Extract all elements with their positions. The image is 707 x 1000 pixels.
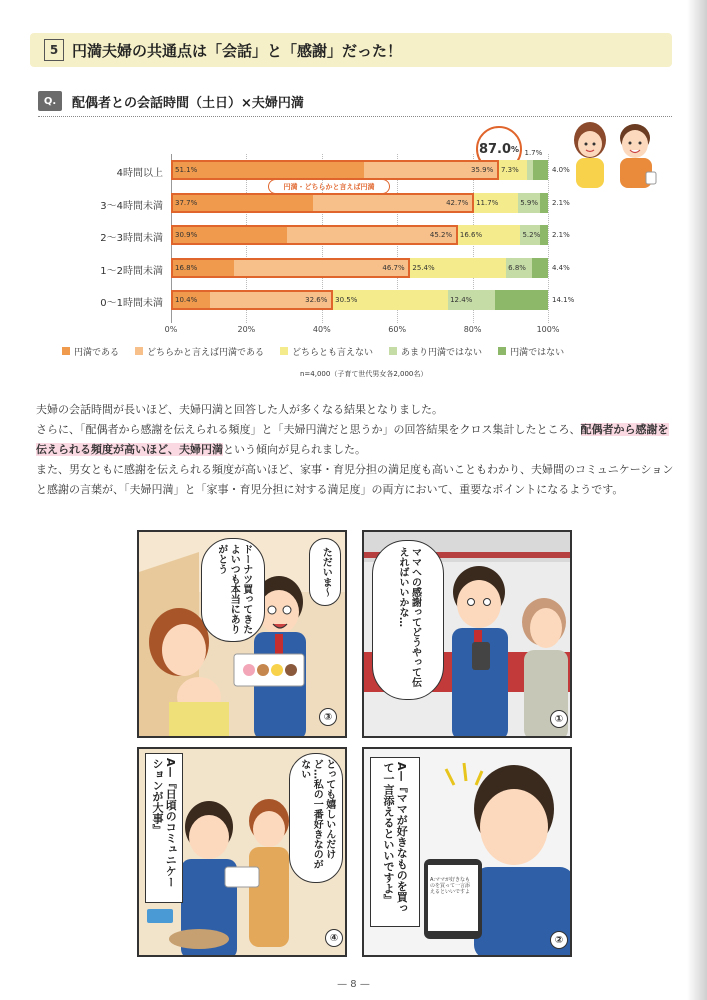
legend-item (280, 345, 373, 358)
category-label: 4時間以上 (116, 168, 163, 179)
data-label: 16.8% (175, 263, 198, 272)
paragraph-2-highlight: 配偶者から感謝を伝えられる頻度が高いほど、夫婦円満 (36, 423, 669, 456)
data-label: 30.5% (335, 296, 358, 304)
page-number: — 8 — (337, 979, 370, 990)
comic-panel-1 (362, 530, 572, 738)
paragraph-2 (36, 420, 676, 460)
data-label: 5.9% (520, 198, 538, 207)
legend-label: どちらかと言えば円満である (147, 347, 265, 358)
legend-label: 円満である (74, 347, 120, 358)
data-label: 30.9% (175, 231, 198, 239)
data-label: 7.3% (500, 166, 519, 174)
panel-number-2: ② (550, 931, 568, 949)
x-tick-label: 100% (536, 324, 560, 334)
legend-swatch (135, 347, 143, 355)
comic-panel-2 (362, 747, 572, 957)
data-label: 1.7% (524, 149, 543, 157)
bar-segment (533, 160, 548, 180)
question-title: 配偶者との会話時間（土日）×夫婦円満 (72, 95, 304, 111)
phone-screen-text: A:ママが好きなものを買って一言添えるといいですよ (430, 877, 471, 895)
bar-segment (540, 193, 548, 213)
data-label: 32.6% (305, 296, 328, 304)
data-label: 42.7% (446, 198, 469, 207)
data-label: 10.4% (175, 296, 198, 304)
category-label: 3〜4時間未満 (100, 200, 163, 212)
data-label: 37.7% (175, 198, 198, 207)
comic-text-question: ママへの感謝ってどうやって伝えればいいかな… (397, 547, 421, 687)
x-tick-label: 80% (463, 324, 482, 334)
bar-segment (495, 290, 548, 310)
bar-segment (532, 258, 549, 278)
sample-note: n=4,000（子育て世代男女各2,000名） (300, 369, 428, 378)
legend-swatch (498, 347, 506, 355)
section-number: 5 (44, 39, 64, 61)
data-label: 46.7% (382, 263, 405, 272)
question-badge: Q. (38, 91, 62, 111)
callout-label: 円満・どちらかと言えば円満 (268, 179, 390, 194)
satisfied-outline (171, 290, 333, 310)
highlight-value: 87.0 (478, 141, 512, 157)
data-label: 14.1% (552, 296, 575, 304)
data-label: 2.1% (552, 198, 570, 207)
legend-label: 円満ではない (510, 347, 565, 358)
panel-number-4: ④ (325, 929, 343, 947)
data-label: 11.7% (476, 198, 499, 207)
data-label: 2.1% (552, 231, 570, 239)
speech-bubble-tadaima (309, 538, 341, 606)
comic-text-answer-advice: A—『ママが好きなものを買って一言添えるといいですよ』 (382, 762, 409, 914)
paragraph-2-lead: さらに、「配偶者から感謝を伝えられる頻度」と「夫婦円満だと思うか」の回答結果をクロス集計したところ、 (36, 423, 581, 436)
section-header (30, 33, 672, 67)
satisfied-outline (171, 258, 410, 278)
legend-item (389, 345, 482, 358)
comic-panel-3 (137, 530, 347, 738)
comic-text-reply: とっても嬉しいんだけど…私の一番好きなのがない (298, 759, 335, 869)
speech-bubble-reply (289, 753, 343, 883)
data-label: 45.2% (429, 231, 453, 239)
category-label: 1〜2時間未満 (100, 265, 163, 277)
couple-illustration (560, 110, 670, 190)
legend-swatch (389, 347, 397, 355)
comic-text-thanks: ドーナツ買ってきたよいつも本当にありがとう (215, 544, 252, 634)
legend-label: あまり円満ではない (401, 347, 483, 358)
data-label: 4.0% (552, 166, 570, 174)
satisfied-outline (171, 193, 474, 213)
speech-bubble-thanks (201, 538, 265, 642)
category-label: 2〜3時間未満 (100, 233, 163, 244)
bar-segment (540, 225, 548, 245)
data-label: 16.6% (459, 231, 483, 239)
data-label: 4.4% (552, 263, 570, 272)
paragraph-3: また、男女ともに感謝を伝えられる頻度が高いほど、家事・育児分担の満足度も高いこともわかり、夫婦間のコミュニケーションと感謝の言葉が、「夫婦円満」と「家事・育児分担に対する満足度」の両方において、重要なポイントになるようです。 (36, 463, 674, 496)
answer-box-advice (370, 757, 420, 927)
data-label: 12.4% (450, 296, 473, 304)
legend-item (498, 345, 564, 358)
panel-number-1: ① (550, 710, 568, 728)
paragraph-1: 夫婦の会話時間が長いほど、夫婦円満と回答した人が多くなる結果となりました。 (36, 403, 443, 416)
x-tick-label: 40% (312, 324, 331, 334)
data-label: 51.1% (175, 166, 198, 174)
comic-text-answer-communication: A—『日頃のコミュニケーションが大事』 (151, 758, 178, 888)
legend-swatch (280, 347, 288, 355)
grid-line (548, 154, 549, 323)
x-tick-label: 0% (164, 324, 178, 334)
legend-swatch (62, 347, 70, 355)
data-label: 5.2% (522, 231, 541, 239)
x-tick-label: 20% (237, 324, 256, 334)
speech-bubble-question (372, 540, 444, 700)
section-title: 円満夫婦の共通点は「会話」と「感謝」だった！ (72, 41, 403, 60)
legend-label: どちらとも言えない (292, 347, 374, 358)
legend-item (135, 345, 264, 358)
highlight-unit: % (511, 144, 520, 154)
body-text (36, 400, 676, 500)
comic-text-tadaima: ただいま〜 (320, 547, 332, 597)
comic-panel-4 (137, 747, 347, 957)
data-label: 6.8% (508, 263, 526, 272)
chart-legend (62, 345, 564, 358)
data-label: 35.9% (470, 166, 494, 174)
category-label: 0〜1時間未満 (100, 298, 163, 309)
panel-number-3: ③ (319, 708, 337, 726)
satisfied-outline (171, 160, 499, 180)
paragraph-2-tail: という傾向が見られました。 (223, 443, 366, 456)
legend-item (62, 345, 119, 358)
data-label: 25.4% (412, 263, 435, 272)
satisfied-outline (171, 225, 458, 245)
answer-box-communication (145, 753, 183, 903)
x-tick-label: 60% (388, 324, 407, 334)
